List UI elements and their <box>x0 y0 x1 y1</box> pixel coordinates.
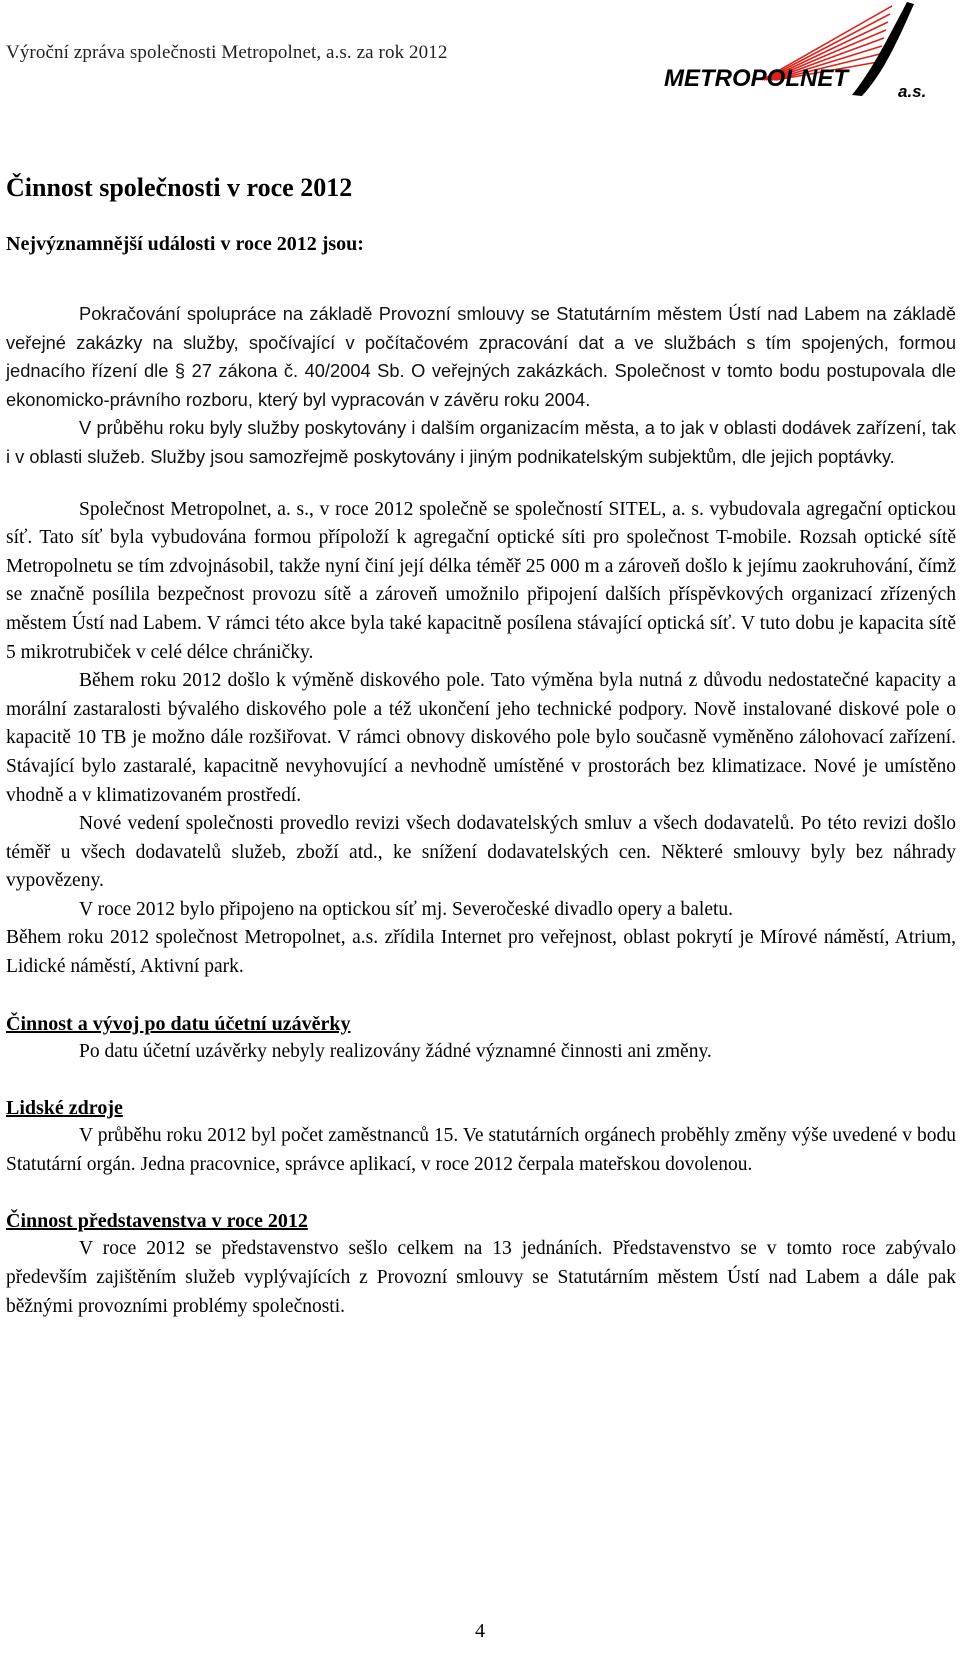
paragraph-theatre-connection: V roce 2012 bylo připojeno na optickou síť mj. Severočeské divadlo opery a baletu. <box>79 898 734 920</box>
report-header-title: Výroční zpráva společnosti Metropolnet, a.s. za rok 2012 <box>6 42 448 63</box>
paragraph-public-internet: Během roku 2012 společnost Metropolnet, a.s. zřídila Internet pro veřejnost, oblast pokrytí je Mírové náměstí, Atrium, Lidické náměstí, Aktivní park. <box>6 927 956 978</box>
section-text-human-resources: V průběhu roku 2012 byl počet zaměstnanců 15. Ve statutárních orgánech proběhly změny výše uvedené v bodu Statutární orgán. Jedna pracovnice, správce aplikací, v roce 2012 čerpala mateřskou dovolenou. <box>6 1125 956 1175</box>
page-number: 4 <box>475 1620 485 1642</box>
document-body <box>6 170 956 1321</box>
logo-suffix: a.s. <box>898 82 927 101</box>
section-text-after-closing: Po datu účetní uzávěrky nebyly realizovány žádné významné činnosti ani změny. <box>79 1040 712 1062</box>
paragraph-services: V průběhu roku byly služby poskytovány i dalším organizacím města, a to jak v oblasti dodávek zařízení, tak i v oblasti služeb. Služby jsou samozřejmě poskytovány i jiným podnikatelským subjektům, dle jejich poptávky. <box>6 417 956 467</box>
section-heading-board-activity: Činnost představenstva v roce 2012 <box>6 1210 308 1233</box>
section-heading-after-closing: Činnost a vývoj po datu účetní uzávěrky <box>6 1012 351 1035</box>
paragraph-contract: Pokračování spolupráce na základě Provozní smlouvy se Statutárním městem Ústí nad Labem na základě veřejné zakázky na služby, spočívající v počítačovém zpracování dat a ve službách s tím spojených, formou jednacího řízení dle § 27 zákona č. 40/2004 Sb. O veřejných zakázkách. Společnost v tomto bodu postupovala dle ekonomicko-právního rozboru, který byl vypracován v závěru roku 2004. <box>6 303 956 410</box>
section-heading-human-resources: Lidské zdroje <box>6 1097 123 1120</box>
logo-wordmark: METROPOLNET <box>664 65 848 92</box>
paragraph-optical-network: Společnost Metropolnet, a. s., v roce 2012 společně se společností SITEL, a. s. vybudovala agregační optickou síť. Tato síť byla vybudována formou přípoloží k agregační optické síti pro společnost T-mobile. Rozsah optické sítě Metropolnetu se tím zdvojnásobil, takže nyní činí její délka téměř 25 000 m a zároveň došlo k jejímu zaokruhování, čímž se značně posílila bezpečnost provozu sítě a zároveň umožnilo připojení dalších příspěvkových organizací zřízených městem Ústí nad Labem. V rámci této akce byla také kapacitně posílena stávající optická síť. V tuto dobu je kapacita sítě 5 mikrotrubiček v celé délce chráničky. <box>6 498 956 663</box>
paragraph-disk-array: Během roku 2012 došlo k výměně diskového pole. Tato výměna byla nutná z důvodu nedostatečné kapacity a morální zastaralosti bývalého diskového pole a též ukončení jeho technické podpory. Nově instalované diskové pole o kapacitě 10 TB je možno dále rozšiřovat. V rámci obnovy diskového pole bylo současně vyměněno zálohovací zařízení. Stávající bylo zastaralé, kapacitně nevyhovující a nevhodně umístěné v prostorách bez klimatizace. Nové je umístěno vhodně a v klimatizovaném prostředí. <box>6 670 956 806</box>
metropolnet-logo <box>664 0 960 110</box>
events-subtitle: Nejvýznamnější události v roce 2012 jsou: <box>6 233 364 255</box>
page-title: Činnost společnosti v roce 2012 <box>6 173 353 202</box>
paragraph-supplier-revision: Nové vedení společnosti provedlo revizi všech dodavatelských smluv a všech dodavatelů. Po této revizi došlo téměř u všech dodavatelů služeb, zboží atd., ke snížení dodavatelských cen. Některé smlouvy byly bez náhrady vypovězeny. <box>6 813 956 892</box>
section-text-board-activity: V roce 2012 se představenstvo sešlo celkem na 13 jednáních. Představenstvo se v tomto roce zabývalo především zajištěním služeb vyplývajících z Provozní smlouvy se Statutárním městem Ústí nad Labem a dále pak běžnými provozními problémy společnosti. <box>6 1238 956 1317</box>
